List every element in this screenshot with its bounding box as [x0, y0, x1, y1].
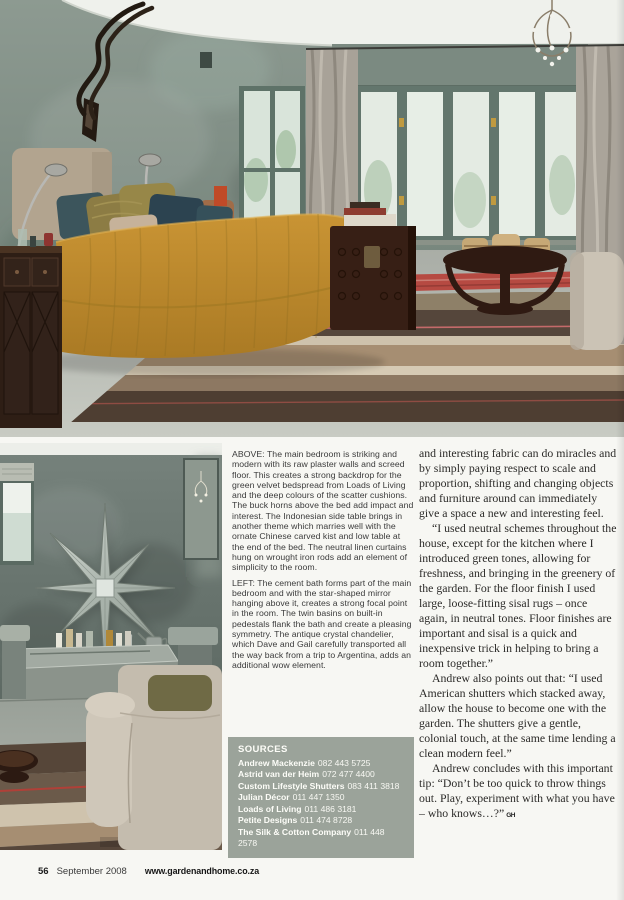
article-paragraph: “I used neutral schemes throughout the house, except for the kitchen where I introduced green tones, allowing for freshness, and bringing in the greenery of the garden. For the floor finish I used large, loose-fitting sisal rugs – once again, in neutral tones. Floor finishes are important and sisal is a quick and inexpensive trick in helping to bring a room together.”	[419, 521, 617, 670]
article-paragraph	[419, 761, 617, 823]
bedroom-scene	[0, 0, 624, 437]
issue-date: September 2008	[56, 866, 127, 877]
basin-left	[0, 625, 30, 703]
bath-window	[0, 463, 34, 565]
source-entry: Petite Designs 011 474 8728	[238, 815, 353, 825]
wall-mirror	[184, 459, 218, 559]
bathroom-scene	[0, 443, 222, 850]
sources-box	[228, 737, 414, 858]
caption-column	[232, 449, 414, 675]
article-paragraph-text: Andrew concludes with this important tip: “Don’t be too quick to throw things out. Play, experiment with what you have – who knows…?”	[419, 761, 615, 820]
bathroom-photo	[0, 443, 222, 850]
wall-vent	[200, 52, 212, 68]
article-column	[419, 446, 617, 823]
page-edge-shading	[616, 0, 624, 900]
bulkhead	[332, 44, 588, 86]
website-url: www.gardenandhome.co.za	[144, 866, 260, 876]
caption-left: LEFT: The cement bath forms part of the main bedroom and with the star-shaped mirror hanging above it, creates a strong focal point in the room. The twin basins on built-in pedestals flank the bath and create a pleasing symmetry. The antique crystal chandelier, which Dave and Gail carefully transported all the way back from a trip to Argentina, adds an additional wow element.	[232, 577, 412, 670]
source-entry: Andrew Mackenzie 082 443 5725	[238, 757, 371, 768]
bedroom-photo	[0, 0, 624, 437]
source-entry: The Silk & Cotton Company 011 448 2578	[238, 826, 385, 848]
article-paragraph: Andrew also points out that: “I used American shutters which stacked away, allow the house to become one with the garden. The shutters give a gentle, colonial touch, at the same time lending a clean modern feel.”	[419, 671, 616, 760]
bedspread	[56, 214, 362, 358]
article-paragraph: and interesting fabric can do miracles and by simply paying respect to scale and proportion, shifting and changing objects and furniture around can immediately give a space a new and interesting feel.	[419, 446, 617, 520]
glass	[18, 229, 27, 246]
bath-ceiling	[0, 443, 222, 457]
source-entry: Astrid van der Heim 072 477 4400	[238, 769, 375, 779]
bath-armchair	[85, 665, 222, 850]
sources-title: SOURCES	[238, 744, 288, 755]
page-footer	[38, 866, 259, 877]
red-box	[214, 186, 227, 206]
side-dresser	[0, 229, 62, 428]
olive-cushion	[148, 675, 212, 711]
source-entry: Julian Décor 011 447 1350	[238, 792, 345, 802]
source-entry: Loads of Living 011 486 3181	[238, 803, 357, 814]
source-entry: Custom Lifestyle Shutters 083 411 3818	[238, 780, 400, 791]
gh-endmark: GH	[506, 812, 515, 819]
caption-above: ABOVE: The main bedroom is striking and modern with its raw plaster walls and screed floor. This creates a strong backdrop for the green velvet bedspread from Loads of Living and the deep colours of the scatter cushions. The buck horns above the bed add impact and interest. The Indonesian side table brings in another theme which marries well with the ornate Chinese carved kist and low table at the end of the bed. The neutral linen curtains hung on wrought iron rods add an element of simplicity to the room.	[232, 449, 414, 573]
page-number: 56	[38, 866, 49, 877]
red-votive	[44, 233, 53, 246]
